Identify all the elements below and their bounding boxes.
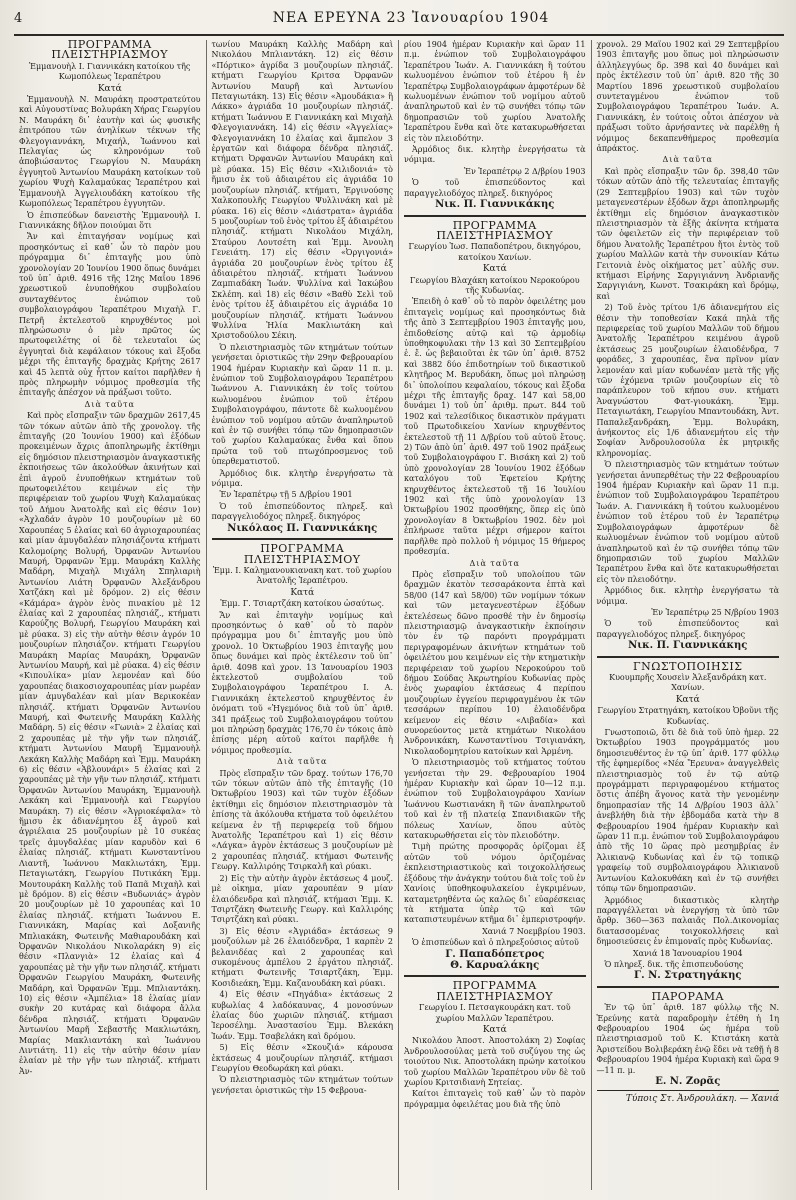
paragraph: Καὶ πρὸς εἴσπραξιν τῶν δρ. 398,40 τῶν τόκων αὐτῶν ἀπὸ τῆς τελευταίας ἐπιταγῆς (29 Σεπτεμβρίου 1903) καὶ τῶν τυχὸν μεταγενεστέρων ἐξόδων ἄχρι ἀποπληρωμῆς ἐκτίθημι εἰς δημόσιον ἀναγκαστικὸν πλειστηριασμὸν τὰ ἐξῆς ἀκίνητα κτήματα τῶν ὀφειλετῶν εἰς τὴν περιφέρειαν τοῦ δήμου Ἀνατολῆς Ἱεραπέτρου ἤτοι ἐντὸς τοῦ χωρίου Μαλλῶν κατὰ τὴν συνοικίαν Κάτω Γειτονιὰ ἑνὸς οἰκήματος μετ᾿ αὐλῆς συν. κτήμασι Εἰρήνης Σαργιγιάννη Ἀνδριανῆς Σαργιγιάνη, Κωνστ. Τσακιράκη καὶ δρόμῳ, καὶ [596, 166, 779, 301]
column-1 [14, 40, 207, 1190]
paragraph: Ἀρμόδιος δικ. κλητὴρ ἐνεργήσατω τὰ νόμιμα. [404, 145, 586, 165]
paragraph: 2) Εἰς τὴν αὐτὴν ἀγρὸν ἐκτάσεως 4 μουζ. μὲ οἰκημα, μίαν χαρουπέαν 9 μίαν ἐλαιόδενδρα καὶ πλησιάζ. κτήμασι Ἐμμ. Κ. Τσιρτζάκη Φωτεινῆς Γεωργ. καὶ Καλλιρόης Τσιρτζάκη καὶ ρύακι. [211, 873, 393, 925]
printer-imprint: Τύποις Στ. Ἀνδρουλάκη. — Χανιά [625, 1094, 779, 1105]
paragraph: ρίου 1904 ἡμέραν Κυριακὴν καὶ ὥραν 11 π.μ. ἐνώπιον τοῦ Συμβολαιογράφου Ἱεραπέτρου Ἰωάν. Α. Γιαννικάκη ἢ τούτου κωλυομένου ἐνώπιον τοῦ ἑτέρου ἢ ἐν Ἱεραπέτρῳ Συμβολαιογράφων ἀμφοτέρων δὲ κωλυομένων ἐνώπιον τοῦ νομίμου αὐτοῦ ἀναπληρωτοῦ καὶ ἐν τῷ συνήθει τόπῳ τῶν δημοπρασιῶν τοῦ χωρίου Ἀνατολῆς Ἱεραπέτρου ἔνθα καὶ ὅτε κατακυρωθήσεται εἰς τὸν πλειοδότην. [404, 40, 586, 143]
kata-label: Κατά [482, 1024, 507, 1035]
party-line: Ἐμμανουὴλ Ι. Γιαννικάκη κατοίκου τῆς Κωμοπόλεως Ἱεραπέτρου [29, 61, 191, 82]
column-3 [399, 40, 592, 1190]
signature: Νικ. Π. Γιαννικάκης [435, 199, 555, 211]
newspaper-title: ΝΕΑ ΕΡΕΥΝΑ 23 Ἰανουαρίου 1904 [272, 10, 550, 26]
paragraph: Ἄν καὶ ἐπιταγήσαν νομίμως καὶ προσηκόντως εἰ καθ᾿ ὧν τὸ παρὸν μου πρόγραμμα δι᾿ ἐπιταγῆς μου ὑπὸ χρονολογίαν 20 Ἰουνίου 1900 ὅπως δυνάμει τοῦ ὑπ᾿ ἀριθ. 4916 τῆς 12ης Μαΐου 1896 χρεωστικοῦ ἐνυποθήκου συμβολαίου συνταχθέντος ἐνώπιον τοῦ συμβολαιογράφου Ἱεραπέτρου Μιχαὴλ Γ. Πετρῆ ἐκτελεστοῦ κηρυχθέντος μοὶ πληρώσωσιν ὁ μὲν πρῶτος ὡς πρωτοφειλέτης οἱ δὲ τελευταῖοι ὡς ἐγγυηταὶ διὰ κεφάλαιον τόκους καὶ ἔξοδα μέχρι τῆς ἐπιταγῆς δραχμὰς Κρήτης 2617 καὶ 45 λεπτὰ οὐχ ἧττον καίτοι παρῆλθεν ἡ πρὸς πληρωμὴν νόμιμος προθεσμία τῆς ἐπιταγῆς ἀπέσχον νὰ πράξωσι τοῦτο. [19, 232, 201, 398]
paragraph: 4) Εἰς θέσιν «Πηγάδια» ἐκτάσεως 2 κυβωλίας 4 λαδόκαυνας, 4 μονοσύνων ἐλαίας δύο χωριῶν πλησιάζ. κτήμασι Ἱεροσέλημ. Ἀναστασίου Ἐμμ. Βλεκάκη Ἰωάν. Ἐμμ. Τσαβελάκη καὶ δρόμου. [211, 990, 393, 1041]
kata-label: Κατά [290, 587, 315, 598]
section-heading: ΠΑΡΟΡΑΜΑ [651, 989, 724, 1003]
signature: Νικόλαος Π. Γιαννικάκης [227, 522, 378, 534]
notice-heading: ΠΡΟΓΡΑΜΜΑ ΠΛΕΙΣΤΗΡΙΑΣΜΟΥ [51, 40, 169, 62]
party-line: Γεωργίου Ἰωσ. Παπαδοπέτρου, δικηγόρου, κατοίκου Χανίων. [408, 242, 582, 262]
paragraph: Ἐν τῷ ὑπ᾿ ἀριθ. 187 φύλλῳ τῆς Ν. Ἐρεύνης κατὰ παραδρομὴν ἐτέθη ἡ 1η Φεβρουαρίου 1904 ὡς ἡμέρα τοῦ πλειστηριασμοῦ τοῦ Κ. Κτιστάκη κατὰ Ἀριστείδου Βολιβεράκη ἐνῷ ἔδει νὰ τεθῇ ἡ 8 Φεβρουαρίου 1904 ἡμέρα Κυριακὴ καὶ ὥρα 9—11 π. μ. [596, 1003, 779, 1075]
paragraph: Νικολάου Ἀποστ. Ἀποστολάκη 2) Σοφίας Ἀνδρουλοσούλας μετὰ τοῦ συζύγου της ὡς τοιούτου Νικ. Ἀποστολάκη πρώην κατοίκου τοῦ χωρίου Μαλλῶν Ἱεραπέτρου νῦν δὲ τοῦ χωρίου Κριτσιδιανὴ Σητείας. [404, 1036, 586, 1087]
column-2 [207, 40, 400, 1190]
paragraph: 3) Εἰς θέσιν «Ἀγριάδα» ἐκτάσεως 9 μουζούλων μὲ 26 ἐλαιόδενδρα, 1 καρπὲν 2 βελανιδέας καὶ 2 χαρουπέας καὶ συκομένους ἀμπέλου 2 ἐργάτου πλησιάζ. κτήματι Φωτεινῆς Τσιαρτζάκη, Ἐμμ. Κοσιδιεάκη, Ἐμμ. Καζανουδάκη καὶ ρύακι. [211, 926, 393, 988]
paragraph: Πρὸς εἴσπραξιν τοῦ υπολοίπου τῶν δραχμῶν ἑκατὸν τεσσαράκοντα ἑπτὰ καὶ 58/00 (147 καὶ 58/00) τῶν νομίμων τόκων καὶ τῶν μεταγενεστέρων ἐξόδων ἐκτελέσεως δῶνο προσθέ τὴν ἐν δημοσίῳ πλειστηριασμῷ ἀναγκαστικὴν ἐκποίησιν τὸν ἐν τῷ παρόντι προγράμματι περιγραφομένων ἀκινήτων κτημάτων τοῦ ὀφειλέτου μου κειμένων εἰς τὴν κτηματικὴν περιφέρειαν τοῦ χωρίου Νεροκούρου τοῦ δήμου Σούδας Ἀκρωτηρίου Κυδωνίας πρὸς ἑνὸς χωραφίου ἐκτάσεως 4 περίπου μουζουρίων ἐγγείου περιφραγμένου ἐκ τῶν τεσσάρων περίπου 10) ἐλαιοδένδρα κείμενον εἰς θέσιν «Λιβαδία» καὶ συνορεύοντος μετὰ κτημάτων Νικολάου Ἀνδρονικάκη, Κωνσταντίνου Τσιγιανάκη, Νικολαοδομητρίου κατοίκων καὶ Ἀρμένη. [404, 569, 586, 756]
party-line: Γεωργίου Στρατηγάκη, κατοίκου Ὀβοῦνι τῆς Κυδωνίας. [597, 706, 779, 726]
paragraph: Καὶ πρὸς εἴσπραξιν τῶν δραχμῶν 2617,45 τῶν τόκων αὐτῶν ἀπὸ τῆς χρονολογ. τῆς ἐπιταγῆς (20 Ἰουνίου 1900) καὶ ἐξόδων προκειμένων ἄχρις ἀποπληρωμῆς ἐκτίθημι εἰς δημόσιον πλειστηριασμὸν ἀναγκαστικῆς ἐκποιήσεως τῶν ἀκολούθων ἀκινήτων καὶ ἐπὶ ἀγροῦ ἐνυποθήκων κτημάτων τοῦ πρωτοφειλέτου κειμένων εἰς τὴν περιφέρειαν τοῦ χωρίου Ψυχὴ Καλαμαύκας τοῦ Δήμου Ἀνατολῆς καὶ εἰς θέσιν 1ον) «Ἀχλαδάν ἀγρὸν 10 μουζουρίων μὲ 60 Χαρουπέας 5 ἐλαίας καὶ 60 ἀγριοχαρουπέας καὶ μίαν ἀμυγδαλέαν πλησιάζοντα κτήματι Καλομοίρης Βολυρή, Ὀρφανῶν Ἀντωνίου Μαυρή, Ὀρφανῶν Ἐμμ. Μαυράκη Καλλὴς Μαδάρη, Μιχαὴλ Μιχάλη Σπηλιαριὴ Ἀντωνίου Λιάτη Ὀρφανῶν Ἀλεξάνδρου Χατζάκη καὶ μὲ δρόμον. 2) εἰς θέσιν «Κάμάρα» ἀγρὸν ἑνὸς πινακίου μὲ 12 ἐλαίας καὶ 2 χαρουπέας πλησιάζ., κτήματι Καρούζης Βολυρή, Γεωργίου Μαυράκη καὶ μὲ ρύακα. 3) εἰς τὴν αὐτὴν θέσιν ἀγρόν 10 μουζουρίων πλησιάζον. κτήματι Γεωργίου Μαυράκη Μαρίας Μαυράκη, Ὀρφανῶν Ἀντωνίου Μαυρή, καὶ μὲ ρύακα. 4) εἰς θέσιν «Κιπουλίκα» μίαν λεμονέαν καὶ δύο χαρουπέας διακοσιοχαρουπέας μίαν μωρέαν μίαν ἀμυγδαλέαν καὶ μίαν Βερικοκέαν πλησιάζ. κτήματι Ὀρφανῶν Ἀντωνίου Μαυρή, καὶ Φωτεινῆς Μαυράκη Καλλὴς Μαδάρη. 5) εἰς θέσιν «Γωνιὰ» 2 ἐλαίας καὶ 2 χαρουπέας μὲ τὴν γῆν των πλησιάζ. κτήματι Ἀντωνίου Μαυρῆ Ἐμμανουὴλ Λεκάκη Καλλὴς Μαδάρη καὶ Ἐμμ. Μαυράκη 6) εἰς θέσιν «Ἀβλουνάρι» 5 ἐλαίας καὶ 2 χαρουπέας μὲ τὴν γῆν των πλησιάζ. κτήματι Ὀρφανῶν Ἀντωνίου Μαυράκη, Ἐμμανουὴλ Λεκάκη καὶ Ἐμμανουὴλ καὶ Γεωργίου Μαυράκη. 7) εἰς θέσιν «Ἀγριοκέφαλα» τὸ ἥμισυ ἐκ ἀδιανέμητου ἐξ ἀγροῦ καὶ ἀγριέλαια 25 μουζουρίων μὲ 10 συκέας τρεῖς ἀμυγδαλέας μίαν καρυδὸν καὶ 6 ἐλαίας πλησιάζ. κτήματι Κωνσταντίνου Λιαντῆ, Ἰωάννου Μακλιωτάκη, Ἐμμ. Πεταγιωτάκη, Γεωργίου Πυτικάκη Ἐμμ. Μουτουράκη Καλλὴς τοῦ Παπᾶ Μιχαὴλ καὶ μὲ δρόμον. 8) εἰς θέσιν «Βυδωνιάς» ἀγρὸν 20 μουζουρίων μὲ 10 χαρουπέας καὶ 10 ἐλαίας πλησιάζ. κτήματι Ἰωάννου Ε. Γιαννικάκη, Μαρίας καὶ Δοξανιῆς Μπλιακάκη, Φωτεινῆς Μαθιαρουδάκη καὶ Ὀρφανῶν Νικολάου Νικολαράκη 9) εἰς θέσιν «Πλανγιὰ» 12 ἐλαίας καὶ 4 χαρουπέας μὲ τὴν γῆν των πλησιάζ. κτήματι Ὀρφανῶν Γεωργίου Μαυράκη, Φωτεινῆς Μαδάρη, καὶ Ὀρφανῶν Ἐμμ. Μπλιαντάκη. 10) εἰς θέσιν «Ἀμπέλια» 18 ἐλαίας μίαν συκὴν 20 κυτάρας καὶ διάφορα ἄλλα δένδρα πλησιάζ. κτήματι Ὀρφανῶν Ἀντωνίου Μαρῆ Σεβαστῆς Μακλιωτάκη, Μαρίας Μακλιαντάκη καὶ Ἰωάννου Λιντιάτη. 11) εἰς τὴν αὐτὴν θέσιν μίαν ἐλαίαν μὲ τὴν γῆν των πλησιάζ. κτήματι Ἀν- [19, 411, 201, 1076]
divider-rule [597, 1090, 780, 1091]
paragraph: Ὁ πληρεξ. δικ. τῆς ἐπισπευδούσης [604, 959, 744, 969]
paragraph: Ἀρμόδιος δικαστικὸς κλητὴρ παραγγέλλεται νὰ ἐνεργήσῃ τὰ ὑπὸ τῶν ἄρθρ. 360—363 παλαιᾶς Πολ.Δικονομίας διατασσομένας τοιχοκολλήσεις καὶ δημοσιεύσεις ἐν ἐπιμοναῖς πρὸς Κυδωνίας. [596, 895, 779, 947]
paragraph: Ὁ πλειστηριασμὸς τῶν κτημάτων τούτων γενήσεται ὁριστικῶς τὴν 15 Φεβρουα- [211, 1075, 393, 1095]
dia-tauta-label: Διὰ ταῦτα [469, 558, 520, 568]
columns [14, 40, 784, 1190]
party-line: Ἐμμ. Ι. Καλημανουκιανακη κατ. τοῦ χωρίου Ἀνατολῆς Ἱεραπέτρου. [212, 565, 392, 586]
signature: Νικ. Π. Γιαννικάκης [628, 640, 748, 652]
party-line: Γεωργίου Βλαχάκη κατοίκου Νεροκούρου τῆς Κυδωνίας. [409, 275, 580, 295]
paragraph: χρονολ. 29 Μαΐου 1902 καὶ 29 Σεπτεμβρίου 1903 ἐπιταγῆς μου ὅπως μοὶ πληρώσωσιν ἀλληλεγγύως δρ. 398 καὶ 40 δυνάμει καὶ πρὸς ἐκτέλεσιν τοῦ ὑπ᾿ ἀριθ. 820 τῆς 30 Μαρτίου 1896 χρεωστικοῦ συμβολαίου συντεταγμένου ἐνώπιον τοῦ Συμβολαιογράφου Ἱεραπέτρου Ἰωάν. Α. Γιαννικάκη, ἐν τούτοις οὗτοι ἀπέσχον νὰ πράξωσι τοῦτο ἀρνήσαντες νὰ παρέλθῃ ἡ νόμιμος δεκαπενθήμερος προθεσμία ἀπράκτος. [596, 40, 779, 154]
paragraph: Ἀρμόδιος δικ. κλητὴρ ἐνεργήσατω τὰ νόμιμα. [211, 468, 393, 489]
paragraph: τωνίου Μαυράκη Καλλὴς Μαδάρη καὶ Νικολάου Μπλιαντάκη. 12) εἰς θέσιν «Πόρτικο» ἀγρίδα 3 μουζουρίων πλησιάζ. κτήματι Γεωργίου Κριτσα Ὀρφανῶν Ἀντωνίου Μαυρῆ καὶ Ἀντωνίου Πεταγιωτάκη. 13) Εἰς θέσιν «Ἀμουδάκια» ἢ Λάκκο» ἀγριάδα 10 μουζουρίων πλησιάζ. κτήματι Ἰωάννου Ε Γιαννικάκη καὶ Μιχαὴλ Φλεγογιαννάκη. 14) εἰς θέσιν «Ἀγγελίας» Φλεγογιαννάκη 10 ἐλαίας καὶ ἄμπελον 3 ἐργατῶν καὶ διάφορα δένδρα πλησιάζ. κτήματι Ὀρφανῶν Ἀντωνίου Μαυράκη καὶ μὲ ρύακα. 15) Εἰς θέσιν «Χιλιδονιά» τὸ ἥμισυ ἐκ τοῦ ἀδιαιρέτου εἰς ἀγριάδα 10 μουζουρίων πλησιάζ. κτήματι, Ἐργινούσης Χαλκοπουλῆς Γεωργίου Ψυλλινάκη καὶ μὲ ρύακα. 16) εἰς θέσιν «Διάστρατα» ἀγριάδα 5 μουζουρίων τοῦ ἑνὸς τρίτου ἐξ ἀδιαιρέτου πλησιάζ. κτήματι Νικολάου Μιχάλη, Σταύρου Λουτσέτη καὶ Ἐμμ. Ἀνουλη Γενειάτη. 17) εἰς θέσιν «Ὀργιγονιά» ἀγριάδα 20 μουζουρίων ἑνὸς τρίτου ἐξ ἀδιαιρέτου πλησιάζ. κτήματι Ἰωάννου Ζαμπιαδάκη Ἰωάν. Ψυλλίνα καὶ Ἰακώβου Σκλέπη. καὶ 18) εἰς θέσιν «Βαθὺ Σελὶ τοῦ ἑνὸς τρίτου ἐξ ἀδιαιρέτου εἰς ἀγριάδα 10 μουζουρίων πλησιάζ. κτήματι Ἰωάννου Ψυλλίνα Ἠλία Μακλιωτάκη καὶ Χριστοδούλου Σέκιη. [211, 40, 393, 341]
paragraph: Γνωστοποιῶ, ὅτι δὲ διὰ τοῦ ὑπὸ ἡμερ. 22 Ὀκτωβρίου 1903 προγράμματός μου δημοσιευθέντος ἐν τῷ ὑπ᾿ ἀριθ. 177 φύλλῳ τῆς ἐφημερίδος «Νέα Ἔρευνα» ἀναγγελθεὶς πλειστηριασμὸς τοῦ ἐν τῷ αὐτῷ προγράμματι περιγραφομένου κτήματος ὅστις ἀπέβη ἄγονος κατὰ τὴν γενομένην δημοπρασίαν τῆς 14 Δ/βρίου 1903 ἀλλ᾿ ἀνεβλήθη διὰ τὴν ἑβδομάδα κατὰ τὴν 8 Φεβρουαρίου 1904 ἡμέραν Κυριακὴν καὶ ὥραν 11 π.μ. ἐνώπιον τοῦ Συμβολαιογράφου ἀπὸ τῆς 10 ὥρας πρὸ μεσημβρίας ἐν Ἀλικιανῷ Κυδωνίας καὶ ἐν τῷ τοπικῷ γραφείῳ τοῦ συμβολαιογράφου Ἀλικιανοῦ Ἀντωνίου Καλοκυθάκη καὶ ἐν τῷ συνήθει τόπῳ τῶν δημοπρασιῶν. [596, 728, 779, 894]
paragraph: Ὁ πλειστηριασμὸς τῶν κτημάτων τούτων γενήσεται ὁριστικῶς τὴν 29ην Φεβρουαρίου 1904 ἡμέραν Κυριακὴν καὶ ὥραν 11 π. μ. ἐνώπιον τοῦ Συμβολαιογράφου Ἱεραπέτρου Ἰωάννου Α. Γιαννικάκη ἐν τοῖς τούτου κωλυομένου ἐνώπιον τοῦ ἑτέρου Συμβολαιογράφου, πάντοτε δὲ κωλυομένου ἐνώπιον τοῦ νομίμου αὐτῶν ἀναπληρωτοῦ καὶ ἐν τῷ συνήθει τόπῳ τῶν δημοπρασιῶν τοῦ χωρίου Καλαμαύκας ἔνθα καὶ ὅπου πρώτα τοῦ τοῦ πτωχόπροσμενος τοῦ ὑπερθεματιστοῦ. [211, 342, 393, 467]
paragraph: Ὁ πλειστηριασμὸς τοῦ κτήματος τούτου γενήσεται τὴν 29. Φεβρουαρίου 1904 ἡμέραν Κυριακὴν καὶ ὥραν 10—12 π.μ. ἐνώπιον τοῦ Συμβολαιογράφου Χανίων Ἰωάννου Κωστιανάκη ἢ τῶν ἀναπληρωτοῦ τοῦ καὶ ἐν τῇ πλατείᾳ Σπανιδιακῶν τῆς πόλεως Χανίων, ὅπου αὐτὸς κατακυρωθήσεται εἰς τὸν πλειοδότην. [404, 758, 586, 841]
party-line: Γεωργίου Ι. Πετσαγκουράκη κατ. τοῦ χωρίου Μαλλῶν Ἱεραπέτρου. [418, 1003, 571, 1023]
paragraph: Ὁ πλειστηριασμὸς τῶν κτημάτων τούτων γενήσεται ἀνυπερθέτως τὴν 22 Φεβρουαρίου 1904 ἡμέραν Κυριακὴν καὶ ὥραν 11 π.μ. ἐνώπιον τοῦ Συμβολαιογράφου Ἱεραπέτρου Ἰωάν. Α. Γιαννικάκη ἢ τούτου κωλυομένου ἐνώπιον τοῦ ἑτέρου τοῦ ἐν Ἱεραπέτρῳ Συμβολαιογράφων ἀμφοτέρων δὲ κωλυομένων ἐνώπιον τοῦ νομίμου αὐτοῦ ἀναπληρωτοῦ καὶ ἐν τῷ συνήθει τόπῳ τῶν δημοπρασιῶν τοῦ χωρίου Μαλλῶν Ἱεραπέτρου ἔνθα καὶ ὅτε κατακυρωθήσεται εἰς τὸν πλειοδότην. [596, 460, 779, 584]
divider-rule [597, 986, 780, 988]
dateline: Ἐν Ἱεραπέτρῳ 25 Ν/βρίου 1903 [651, 607, 779, 617]
paragraph: Ὁ τοῦ ἐπισπεύδοντος πληρεξ. καὶ παραγγελιοδόχος πληρεξ. δικηγόρος [211, 501, 393, 522]
paragraph: Καίτοι ἐπιταγεὶς τοῦ καθ᾿ ὧν τὸ παρὸν πρόγραμμα ὀφειλέτας μου διὰ τῆς ὑπὸ [404, 1089, 586, 1109]
column-4 [592, 40, 785, 1190]
dateline: Χανιά 7 Νοεμβρίου 1903. [482, 926, 586, 936]
signature: Ε. Ν. Ζορᾶς [655, 1076, 721, 1087]
party-line: Κυουμπρῆς Χουσεὶν Ἀλεξανδράκη κατ. Χανίων. [609, 672, 767, 693]
signature: Γ. Ν. Στρατηγάκης [634, 970, 742, 982]
paragraph: Ὁ ἐπισπεύδων καὶ ὁ πληρεξούσιος αὐτοῦ [412, 938, 579, 948]
divider-rule [597, 656, 780, 658]
notice-heading: ΠΡΟΓΡΑΜΜΑ ΠΛΕΙΣΤΗΡΙΑΣΜΟΥ [243, 542, 361, 566]
paragraph: Ἄν καὶ ἐπιταγὴν νομίμως καὶ προσηκόντως ὁ καθ᾿ οὗ τὸ παρὸν πρόγραμμα μου δι᾿ ἐπιταγῆς μου ὑπὸ χρονολ. 10 Ὀκτωβρίου 1903 ἐπιταγῆς μου ὅπως δυνάμει καὶ πρὸς ἐκτέλεσιν τοῦ ὑπ᾿ ἀριθ. 4098 καὶ χρον. 13 Ἰανουαρίου 1903 ἐκτελεστοῦ συμβολαίου τοῦ Συμβολαιογράφου Ἱεραπέτρου Ι. Α. Γιαννικάκη ἐκτελεστοῦ κηρυχθέντος ἐν ὀνόματι τοῦ «Ἡγεμόνος διὰ τοῦ ὑπ᾿ ἀριθ. 341 πράξεως τοῦ Συμβολαιογράφου τούτου μοι πληρώσῃ δραχμὰς 176,70 ἐν τόκοις ἀπὸ ἐπίσης μέρη αὐτοῦ καίτοι παρῆλθε ἡ νόμιμος προθεσμία. [211, 610, 393, 755]
kata-label: Κατά [482, 264, 507, 275]
divider-rule [404, 975, 586, 977]
party-line: Ἐμμ. Γ. Τσιαρτζάκη κατοίκου ὡσαύτως. [220, 599, 385, 609]
paragraph: 2) Τοῦ ἑνὸς τρίτου 1/6 ἀδιανεμήτου εἰς θέσιν τὴν τοποθεσίαν Κακά πηλὰ τῆς περιφερείας τοῦ χωρίου Μαλλῶν τοῦ δήμου Ἀνατολῆς Ἱεραπέτρου κειμένου ἀγροῦ ἐκτάσεως 25 μουζουρίων ἐλαιοδένδρα, 7 φοράδες, 3 χαρουπέας, ἕνα πρῖνον μίαν λεμονέαν καὶ μίαν κυδωνέαν μετὰ τῆς γῆς τῶν ἐχόμενα τριῶν μουζουρίων εἰς τὸ παράπλευρον τοῦ κήπου συν. κτήματι Ἀναγνώστου Φατ-γιουκάκη. Ἐμμ. Πεταγιωτάκη, Γεωργίου Μπαντουδάκη, Ἀντ. Παπαλεξανδράκη, Ἐμμ. Βολυράκη, ἀνήκοντος εἰς 1/6 ἀδιανεμήτου εἰς τὴν Σοφίαν Ἀνδρουλοσούλα ἐκ μητρικῆς κληρονομίας. [596, 303, 779, 458]
dateline: Χανιά 18 Ἰανουαρίου 1904 [632, 948, 743, 958]
paragraph: Ὁ τοῦ ἐπισπεύδοντος καὶ παραγγελιοδόχος πληρεξ. δικηγόρος [404, 178, 586, 198]
page-number: 4 [14, 11, 23, 26]
paragraph: Τιμὴ πρώτης προσφορᾶς ὁρίζομαι ἐξ αὐτῶν τοῦ νόμου ὁριζομένας ἐκπλειστηριαστικοὺς καὶ τοιχοκολλήσεως ἐξόδους τὴν ἀνάγκην τούτου διὰ τοῖς τοῦ ἐν Χανίοις ὑποθηκοφυλακείου ἐγκριμένων, καταμετρηθέντα ὡς καλῶς δι᾿ εὐαρέσκειας τὰ κτήματα ὑπὲρ τῷ καὶ τῶν καταπιστευμένων κτῆμα δι᾿ ἐμπεριστροφήν. [404, 842, 586, 925]
divider-rule [212, 538, 394, 540]
paragraph: Ὁ τοῦ ἐπισπεύδοντος καὶ παραγγελιοδόχος πληρεξ. δικηγόρος [596, 619, 779, 639]
section-heading: ΓΝΩΣΤΟΠΟΙΗΣΙΣ [633, 659, 743, 673]
paragraph: Ἐπειδὴ ὁ καθ᾿ οὗ τὸ παρὸν ὀφειλέτης μου ἐπιταγεὶς νομίμως καὶ προσηκόντως διὰ τῆς ἀπὸ 3 Σεπτεμβρίου 1903 ἐπιταγῆς μου, ἐπιδοθείσης αὐτῷ καὶ τῷ ἁρμοδίῳ ὑποθηκοφυλακι τὴν 13 καὶ 30 Σεπτεμβρίου ἐ. ἔ. ὡς βεβαιοῦται ἐκ τῶν ὑπ᾿ ἀριθ. 8752 καὶ 3882 δύο ἐπιδοτηρίων τοῦ δικαστικοῦ κλητῆρος Μ. Βερυδάκη, ὅπως μοὶ πληρώσῃ δι᾿ ὑπολοίπου κεφαλαίου, τόκους καὶ ἔξοδα μέχρι τῆς ἐπιταγῆς δραχ. 147 καὶ 58,00 δυνάμει 1) τοῦ ὑπ᾿ ἀριθμ. πρωτ. 844 τοῦ 1902 καὶ τελεσίδικος δικαστικὸν πράγματι τοῦ Πρωτοδικείου Χανίων κηρυχθέντος ἐκτελεστοῦ τῇ 11 Δ/βρίου τοῦ αὐτοῦ ἔτους. 2) Τῶν ἀπὸ ὑπ᾿ ἀριθ. 497 τοῦ 1902 πράξεως τοῦ Συμβολαιογράφου Γ. Βισάκη καὶ 2) τοῦ ὑπὸ χρονολογίαν 28 Ἰουνίου 1902 ἐξόδων καταλόγου τοῦ Ἐφετείου Κρήτης κηρυχθέντος ἐκτελεστοῦ τῇ 16 Ἰουλίου 1902 καὶ τῆς ὑπὸ χρονολογίαν 13 Ὀκτωβρίου 1902 προσθήκης, ὅπερ εἰς ὑπὸ χρονολογίαν 8 Ὀκτωβρίου 1902. δὲν μοὶ ἐπλήρωσε ταῦτα μέχρι σήμερον καίτοι παρῆλθε πρὸ πολλοῦ ἡ νόμιμος 15 θήμερος προθεσμία. [404, 297, 586, 557]
kata-label: Κατά [675, 694, 700, 705]
paragraph: Ὁ ἐπισπεύδων δανειστὴς Ἐμμανουὴλ Ι. Γιαννικάκης δῆλον ποιούμαι ὅτι [19, 210, 201, 230]
paragraph: 5) Εἰς θέσιν «Σκουζιά» κάρουσα ἐκτάσεως 4 μουζουρίων πλησιάζ. κτήμασι Γεωργίου Θεοδωράκη καὶ ρύακι. [211, 1043, 393, 1073]
dia-tauta-label: Διὰ ταῦτα [84, 399, 135, 409]
dia-tauta-label: Διὰ ταῦτα [277, 757, 328, 767]
signature: Θ. Καρυαλάκης [450, 959, 540, 971]
signature: Γ. Παπαδόπετρος [445, 948, 545, 960]
dateline: Ἐν Ἱεραπέτρῳ 2 Δ/βρίου 1903 [464, 166, 586, 176]
kata-label: Κατά [97, 83, 122, 94]
notice-heading: ΠΡΟΓΡΑΜΜΑ ΠΛΕΙΣΤΗΡΙΑΣΜΟΥ [436, 979, 554, 1003]
divider-rule [404, 215, 586, 217]
paragraph: Ἀρμόδιος δικ. κλητὴρ ἐνεργήσατω τὰ νόμιμα. [596, 586, 779, 606]
paragraph: Ἐν Ἱεραπέτρῳ τῇ 5 Δ/βρίου 1901 [219, 490, 353, 500]
paragraph: Πρὸς εἴσπραξιν τῶν δραχ. τούτων 176,70 τῶν τόκων αὐτῶν ἀπὸ τῆς ἐπιταγῆς (10 Ὀκτωβρίου 1903) καὶ τῶν τυχὸν ἐξόδων ἐκτίθημι εἰς δημόσιον πλειστηριασμὸν τὰ ἐπίσης τὰ ἀκόλουθα κτήματα τοῦ ὀφειλέτου κείμενα ἐν τῇ περιφερείᾳ τοῦ δήμου Ἀνατολῆς Ἱεραπέτρου καὶ 1) εἰς θέσιν «Λάγκα» ἀγρὸν ἐκτάσεως 3 μουζουρίων μὲ 2 χαρουπέας πλησιάζ. κτήμασι Φωτεινῆς Γεωργ. Καλλιρόης Τσιρκαλῆ καὶ ρύακι. [211, 768, 393, 872]
notice-heading: ΠΡΟΓΡΑΜΜΑ ΠΛΕΙΣΤΗΡΙΑΣΜΟΥ [436, 218, 554, 242]
dia-tauta-label: Διὰ ταῦτα [662, 155, 713, 165]
paragraph: Ἐμμανουὴλ Ν. Μαυράκη προστρατεύτου καὶ Αὐγουστίνας Βολυράκη Χήρας Γεωργίου Ν. Μαυράκη δι᾿ ἑαυτὴν καὶ ὡς φυσικῆς ἐπιτρόπου τῶν ἀνηλίκων τέκνων τῆς Φλεγογιαννάκη, Μιχαήλ, Ἰωάννου καὶ Πελαγίας ὡς κληρονόμων τοῦ ἀποβιώσαντος Γεωργίου Ν. Μαυράκη ἐγγυητοῦ Ἀντωνίου Μαυράκη κατοίκων τοῦ χωρίου Ψυχὴ Καλαμαύκας Ἱεραπέτρου καὶ Ἐμμανουὴλ Ἀγγελιουδάκη κατοίκου τῆς Κωμοπόλεως Ἱεραπέτρου ἐγγυητῶν. [19, 95, 201, 209]
masthead [14, 10, 784, 36]
